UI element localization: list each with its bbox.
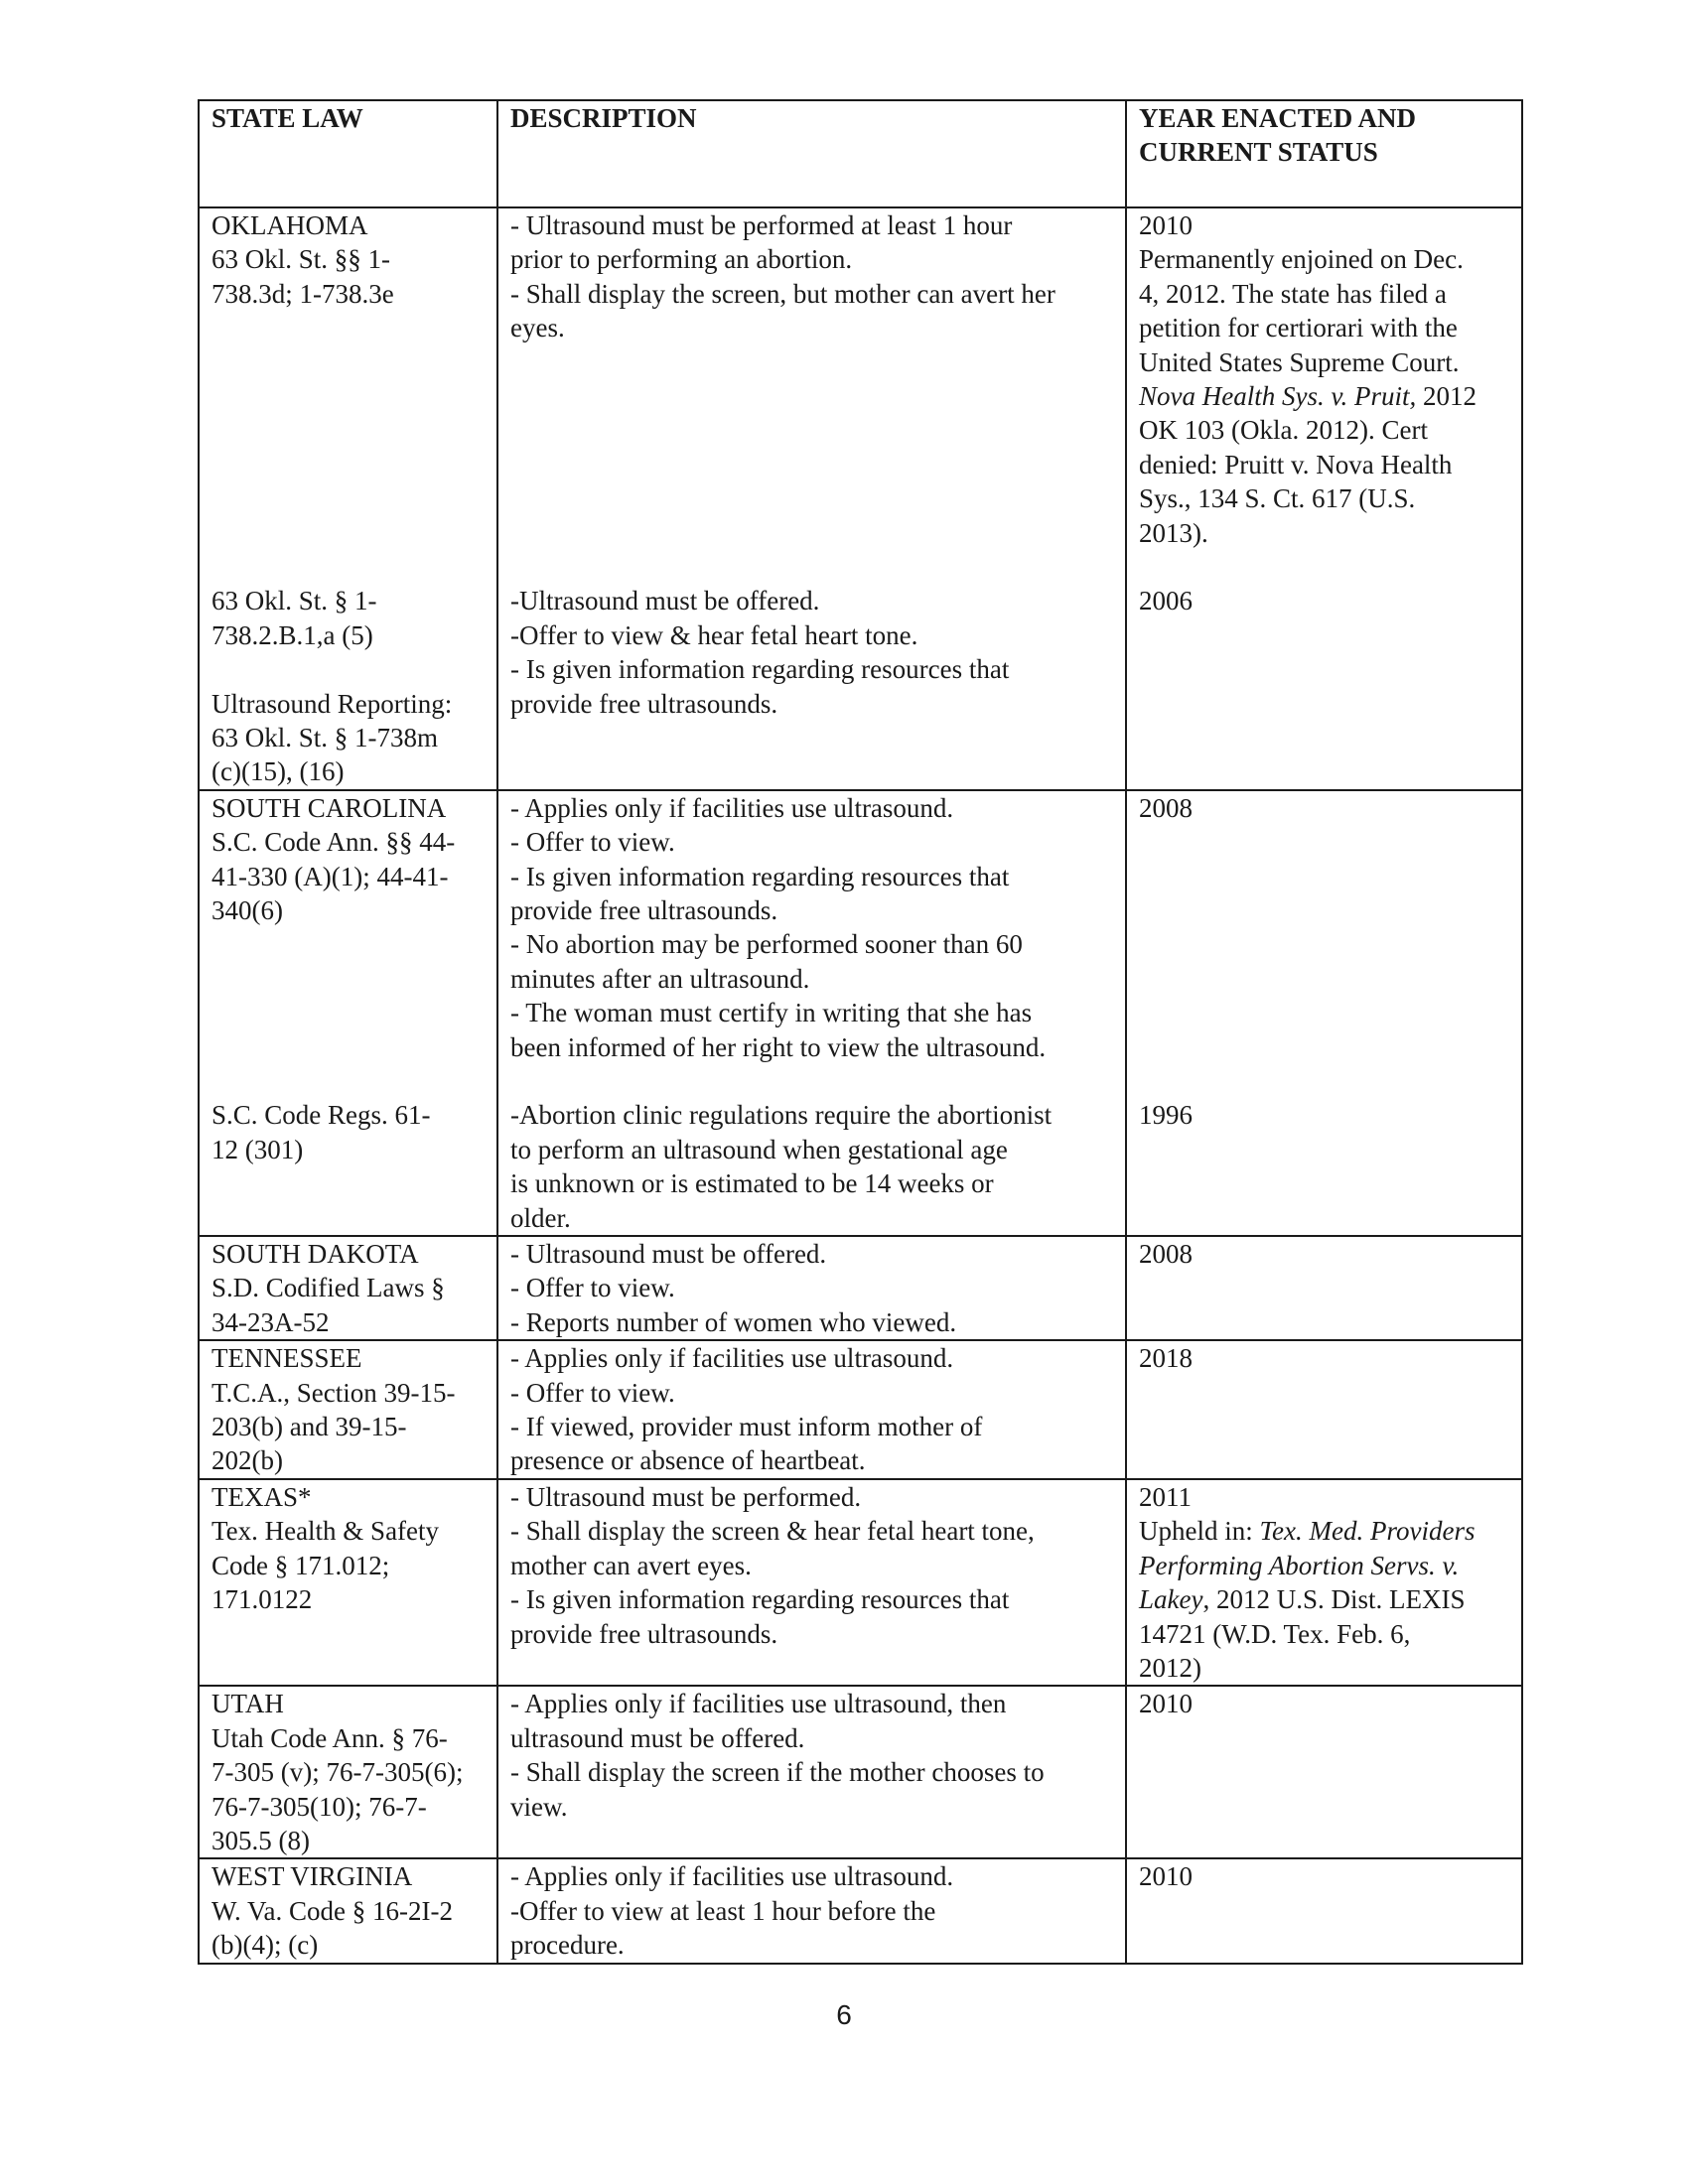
description-cell: - Ultrasound must be offered. - Offer to view. - Reports number of women who viewed. (497, 1236, 1126, 1340)
table-row-south-carolina (199, 790, 1522, 1236)
state-law-table (198, 99, 1523, 1965)
description-cell: - Applies only if facilities use ultrasound, then ultrasound must be offered. - Shall display the screen if the mother chooses to view. (497, 1686, 1126, 1858)
header-state-law: STATE LAW (199, 100, 497, 207)
header-description: DESCRIPTION (497, 100, 1126, 207)
state-law-cell: SOUTH CAROLINA S.C. Code Ann. §§ 44- 41-330 (A)(1); 44-41- 340(6) S.C. Code Regs. 61- 12 (301) (199, 790, 497, 1236)
year-status-cell: 2010 (1126, 1686, 1522, 1858)
table-row-west-virginia (199, 1858, 1522, 1963)
header-row (199, 100, 1522, 207)
description-cell: - Ultrasound must be performed at least 1 hour prior to performing an abortion. - Shall display the screen, but mother can avert her eyes. -Ultrasound must be offered. -Offer to view & hear fetal heart tone. - Is given information regarding resources that provide free ultrasounds. (497, 207, 1126, 790)
year-status-cell: 2011 Upheld in: Tex. Med. Providers Performing Abortion Servs. v. Lakey, 2012 U.S. Dist. LEXIS 14721 (W.D. Tex. Feb. 6, 2012) (1126, 1479, 1522, 1686)
state-law-cell: OKLAHOMA 63 Okl. St. §§ 1- 738.3d; 1-738.3e 63 Okl. St. § 1- 738.2.B.1,a (5) Ultrasound Reporting: 63 Okl. St. § 1-738m (c)(15), (16) (199, 207, 497, 790)
case-name: Nova Health Sys. v. Pruit, (1139, 381, 1417, 412)
table-row-texas (199, 1479, 1522, 1686)
description-cell: - Applies only if facilities use ultrasound. - Offer to view. - Is given information regarding resources that provide free ultrasounds. - No abortion may be performed sooner than 60 minutes after an ultrasound. - The woman must certify in writing that she has been informed of her right to view the ultrasound. -Abortion clinic regulations require the abortionist to perform an ultrasound when gestational age is unknown or is estimated to be 14 weeks or older. (497, 790, 1126, 1236)
year-status-cell: 2008 (1126, 1236, 1522, 1340)
description-cell: - Ultrasound must be performed. - Shall display the screen & hear fetal heart tone, mother can avert eyes. - Is given information regarding resources that provide free ultrasounds. (497, 1479, 1126, 1686)
description-cell: - Applies only if facilities use ultrasound. - Offer to view. - If viewed, provider must inform mother of presence or absence of heartbeat. (497, 1340, 1126, 1479)
year-status-cell: 2008 1996 (1126, 790, 1522, 1236)
description-cell: - Applies only if facilities use ultrasound. -Offer to view at least 1 hour before the procedure. (497, 1858, 1126, 1963)
year-status-cell: 2018 (1126, 1340, 1522, 1479)
year-status-cell: 2010 Permanently enjoined on Dec. 4, 2012. The state has filed a petition for certiorari with the United States Supreme Court. Nova Health Sys. v. Pruit, 2012 OK 103 (Okla. 2012). Cert denied: Pruitt v. Nova Health Sys., 134 S. Ct. 617 (U.S. 2013). 2006 (1126, 207, 1522, 790)
header-year-status: YEAR ENACTED AND CURRENT STATUS (1126, 100, 1522, 207)
state-law-cell: TEXAS* Tex. Health & Safety Code § 171.012; 171.0122 (199, 1479, 497, 1686)
state-law-cell: TENNESSEE T.C.A., Section 39-15- 203(b) and 39-15- 202(b) (199, 1340, 497, 1479)
table-row-tennessee (199, 1340, 1522, 1479)
table-row-south-dakota (199, 1236, 1522, 1340)
table-row-utah (199, 1686, 1522, 1858)
state-law-cell: UTAH Utah Code Ann. § 76- 7-305 (v); 76-7-305(6); 76-7-305(10); 76-7- 305.5 (8) (199, 1686, 497, 1858)
state-law-cell: SOUTH DAKOTA S.D. Codified Laws § 34-23A-52 (199, 1236, 497, 1340)
page-number: 6 (836, 1999, 852, 2030)
year-status-cell: 2010 (1126, 1858, 1522, 1963)
state-law-cell: WEST VIRGINIA W. Va. Code § 16-2I-2 (b)(4); (c) (199, 1858, 497, 1963)
table-row-oklahoma (199, 207, 1522, 790)
